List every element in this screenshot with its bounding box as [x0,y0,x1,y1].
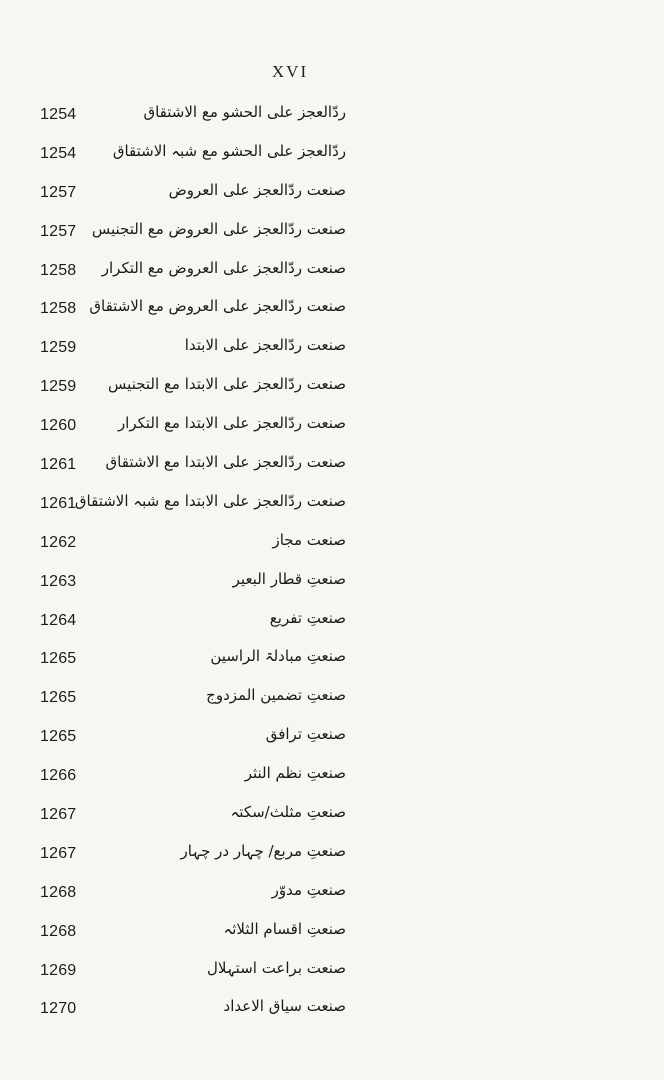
toc-entry-title: صنعتِ ترافق [265,725,346,744]
toc-entry-title: صنعتِ مثلث/سکتہ [230,803,346,822]
toc-entry-title: صنعتِ اقسام الثلاثہ [223,919,346,938]
toc-entry [0,564,664,603]
toc-page-number: 1268 [40,883,77,901]
toc-page-number: 1267 [40,806,77,824]
toc-page-number: 1264 [40,611,77,629]
toc-entry [0,719,664,758]
toc-entry-title: ردّالعجز علی الحشو مع الاشتقاق [143,103,346,121]
toc-page-number: 1262 [40,533,77,551]
toc-page-number: 1263 [40,572,77,590]
toc-page-number: 1259 [40,339,77,357]
toc-entry [0,408,664,447]
toc-entry-title: صنعت ردّالعجز علی الابتدا مع التجنیس [108,375,346,394]
toc-entry [0,953,664,992]
toc-page-number: 1261 [40,494,77,512]
toc-page-number: 1258 [40,261,77,279]
toc-entry-title: ردّالعجز علی الحشو مع شبہ الاشتقاق [112,141,346,160]
toc-entry [0,836,664,875]
toc-entry [0,330,664,369]
toc-entry-title: صنعت ردّالعجز علی العروض مع التجنیس [91,219,346,238]
toc-entry-title: صنعتِ تفریع [269,608,346,627]
toc-entry-title: صنعت مجاز [272,530,346,549]
toc-entry-title: صنعت ردّالعجز علی العروض مع الاشتقاق [89,297,346,316]
toc-page-number: 1266 [40,767,77,785]
toc-entry-title: صنعتِ مدوّر [271,880,346,899]
toc-entry-title: صنعتِ نظم النثر [244,764,346,783]
toc-page-number: 1268 [40,922,77,940]
toc-entry [0,525,664,564]
toc-entry [0,991,664,1030]
toc-entry-title: صنعت ردّالعجز علی الابتدا [184,336,346,355]
toc-page-number: 1265 [40,728,77,746]
toc-entry [0,97,664,136]
toc-page-number: 1260 [40,417,77,435]
toc-entry [0,641,664,680]
toc-entry [0,603,664,642]
toc-entry-title: صنعت ردّالعجز علی الابتدا مع التکرار [117,414,346,433]
toc-entry [0,875,664,914]
page-number: XVI [271,62,309,81]
toc-entry-title: صنعت ردّالعجز علی العروض مع التکرار [101,258,346,277]
toc-page-number: 1267 [40,844,77,862]
toc-entry [0,447,664,486]
toc-entry-title: صنعت سیاق الاعداد [223,997,346,1016]
toc-entry-title: صنعتِ تضمین المزدوج [206,686,346,705]
toc-entry-title: صنعت ردّالعجز علی الابتدا مع شبہ الاشتقاق [74,491,346,510]
toc-page-number: 1254 [40,144,77,162]
toc-page-number: 1254 [40,106,77,123]
toc-entry [0,680,664,719]
toc-page-number: 1265 [40,650,77,668]
toc-page-number: 1257 [40,222,77,240]
toc-entry-title: صنعتِ مبادلۃ الراسین [210,647,346,666]
toc-page-number: 1258 [40,300,77,318]
toc-entry-title: صنعت براعت استہلال [207,958,346,977]
toc-entry [0,291,664,330]
toc-entry [0,797,664,836]
toc-entry [0,175,664,214]
toc-page-number: 1257 [40,183,77,201]
toc-entry-title: صنعت ردّالعجز علی الابتدا مع الاشتقاق [105,453,346,472]
toc-entry-title: صنعتِ مربع/ چہار در چہار [180,841,346,860]
toc-entry [0,253,664,292]
toc-entry [0,136,664,175]
toc-entry [0,758,664,797]
toc-page-number: 1259 [40,378,77,396]
toc-page-number: 1261 [40,456,77,474]
toc-entry [0,369,664,408]
toc-page-number: 1265 [40,689,77,707]
toc-entry-title: صنعتِ قطار البعیر [232,569,346,588]
toc-entry [0,914,664,953]
toc-entry [0,486,664,525]
toc-entry-title: صنعت ردّالعجز علی العروض [168,180,346,199]
table-of-contents [0,97,664,1030]
toc-page-number: 1269 [40,961,77,979]
toc-entry [0,214,664,253]
toc-page-number: 1270 [40,1000,77,1018]
